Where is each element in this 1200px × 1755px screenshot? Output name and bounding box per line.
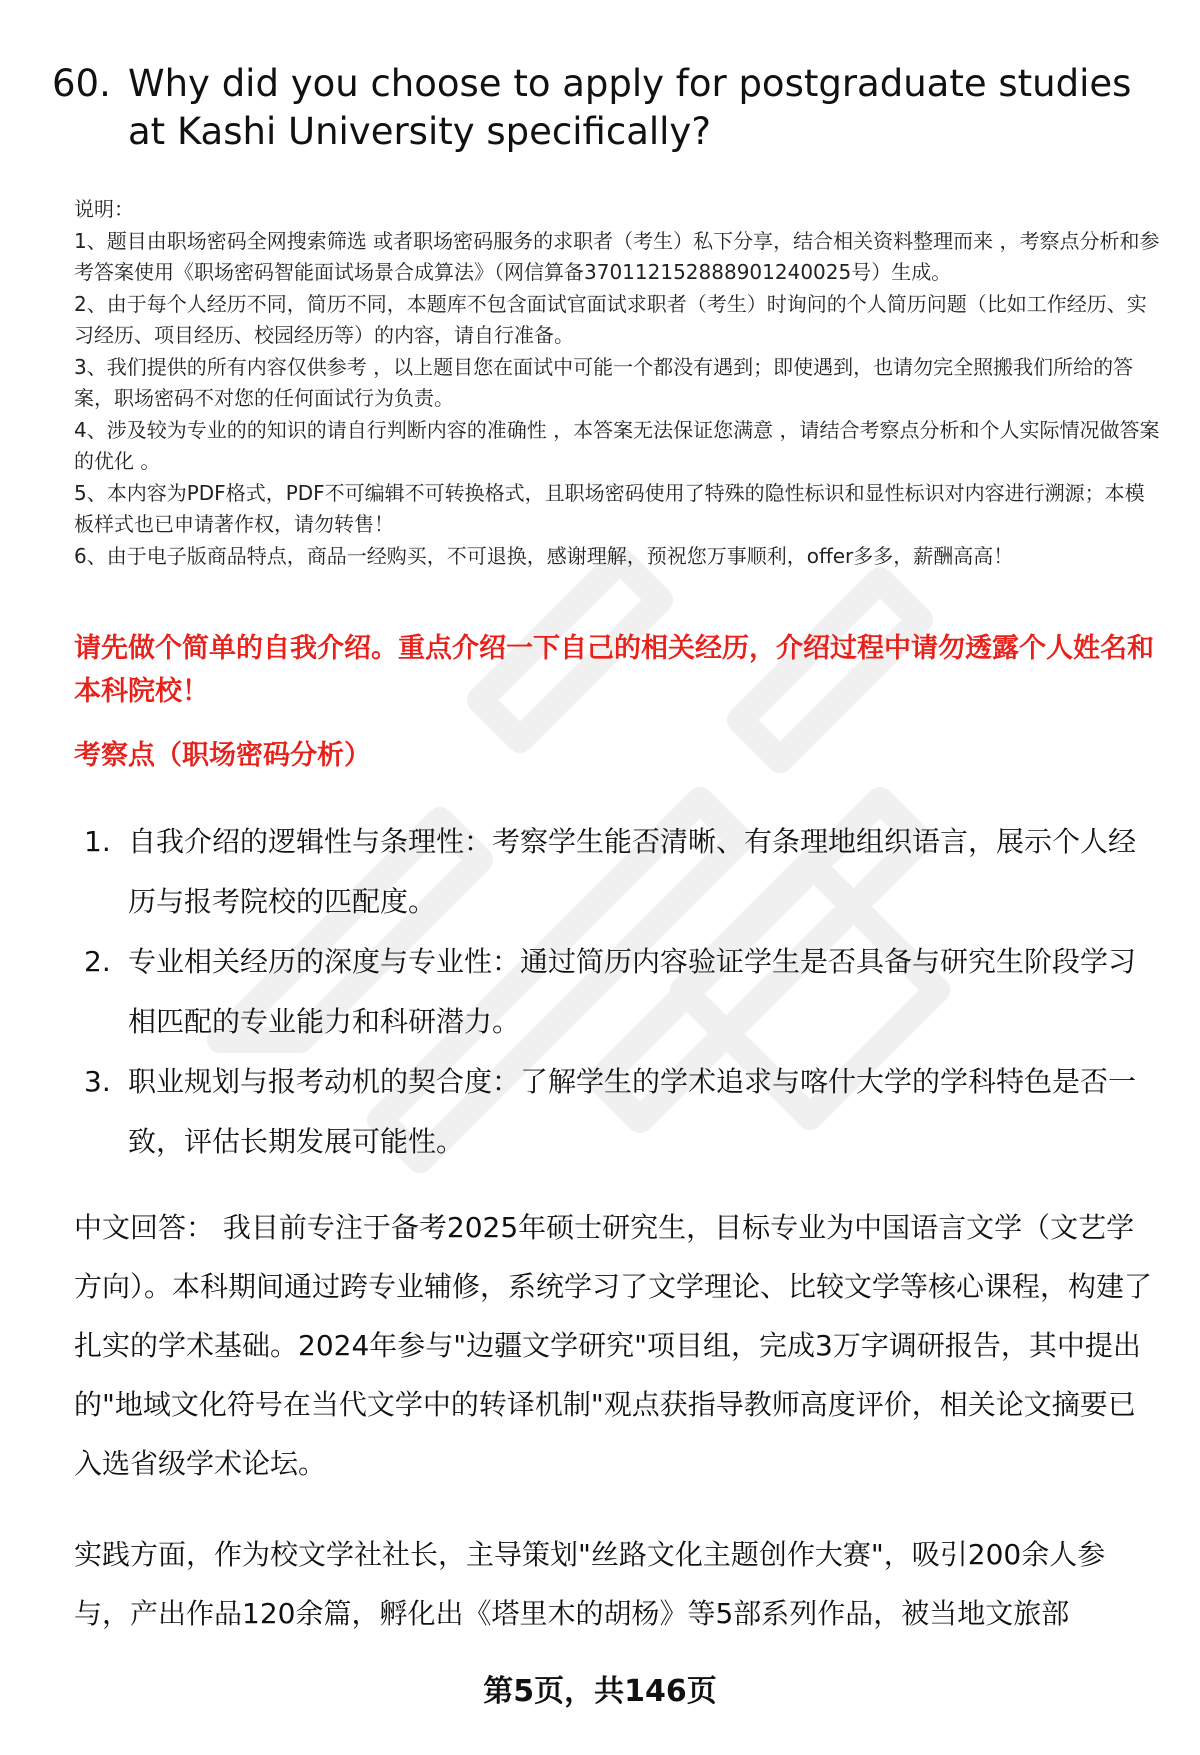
notes-section	[74, 194, 1160, 572]
notes-item: 1、题目由职场密码全网搜索筛选 或者职场密码服务的求职者（考生）私下分享，结合相关资料整理而来 ，考察点分析和参考答案使用《职场密码智能面试场景合成算法》（网信算备370112152888901240025号）生成。	[74, 228, 1160, 284]
notes-item: 5、本内容为PDF格式，PDF不可编辑不可转换格式，且职场密码使用了特殊的隐性标识和显性标识对内容进行溯源；本模板样式也已申请著作权，请勿转售！	[74, 480, 1145, 536]
analysis-point-number: 2.	[84, 945, 111, 978]
analysis-point-text: 自我介绍的逻辑性与条理性：考察学生能否清晰、有条理地组织语言，展示个人经历与报考院校的匹配度。	[128, 825, 1137, 918]
notes-item: 2、由于每个人经历不同，简历不同，本题库不包含面试官面试求职者（考生）时询问的个人简历问题（比如工作经历、实习经历、项目经历、校园经历等）的内容，请自行准备。	[74, 291, 1147, 347]
analysis-point-text: 专业相关经历的深度与专业性：通过简历内容验证学生是否具备与研究生阶段学习相匹配的专业能力和科研潜力。	[128, 945, 1137, 1038]
answer-paragraph: 实践方面，作为校文学社社长，主导策划"丝路文化主题创作大赛"，吸引200余人参与，产出作品120余篇，孵化出《塔里木的胡杨》等5部系列作品，被当地文旅部	[74, 1538, 1106, 1630]
analysis-point	[84, 1052, 1160, 1172]
notes-item: 4、涉及较为专业的的知识的请自行判断内容的准确性 ，本答案无法保证您满意 ，请结合考察点分析和个人实际情况做答案的优化 。	[74, 417, 1160, 473]
question-text: Why did you choose to apply for postgraduate studies at Kashi University specifically?	[128, 62, 1132, 153]
analysis-point	[84, 812, 1160, 932]
notes-item: 3、我们提供的所有内容仅供参考 ，以上题目您在面试中可能一个都没有遇到；即使遇到，也请勿完全照搬我们所给的答案，职场密码不对您的任何面试行为负责。	[74, 354, 1134, 410]
analysis-point-number: 3.	[84, 1065, 111, 1098]
question-heading	[52, 60, 1152, 156]
analysis-point	[84, 932, 1160, 1052]
interview-prompt: 请先做个简单的自我介绍。重点介绍一下自己的相关经历，介绍过程中请勿透露个人姓名和本科院校！	[74, 633, 1154, 707]
answer-paragraph: 中文回答： 我目前专注于备考2025年硕士研究生，目标专业为中国语言文学（文艺学方向）。本科期间通过跨专业辅修，系统学习了文学理论、比较文学等核心课程，构建了扎实的学术基础。2024年参与"边疆文学研究"项目组，完成3万字调研报告，其中提出的"地域文化符号在当代文学中的转译机制"观点获指导教师高度评价，相关论文摘要已入选省级学术论坛。	[74, 1211, 1153, 1480]
question-number: 60.	[52, 62, 111, 105]
analysis-point-number: 1.	[84, 825, 111, 858]
notes-heading: 说明：	[74, 197, 134, 221]
answer-section	[74, 1198, 1160, 1675]
analysis-points	[84, 812, 1160, 1172]
page-footer: 第5页，共146页	[483, 1674, 717, 1709]
analysis-point-text: 职业规划与报考动机的契合度：了解学生的学术追求与喀什大学的学科特色是否一致，评估长期发展可能性。	[128, 1065, 1137, 1158]
analysis-title: 考察点（职场密码分析）	[74, 740, 371, 771]
notes-item: 6、由于电子版商品特点，商品一经购买，不可退换，感谢理解，预祝您万事顺利，offer多多，薪酬高高！	[74, 543, 1014, 568]
